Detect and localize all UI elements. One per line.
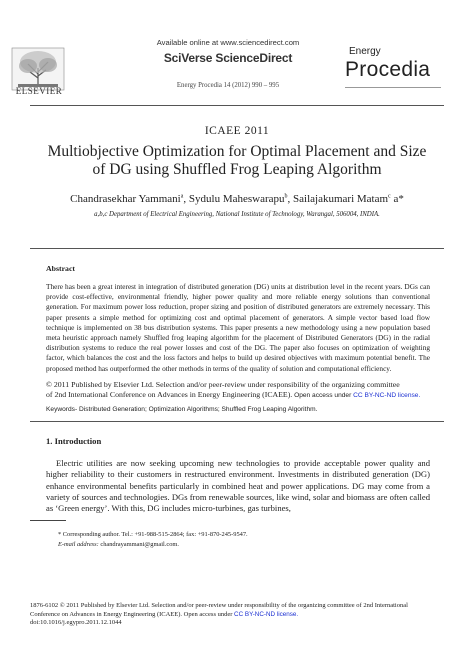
copyright-notice: [46, 380, 436, 401]
email-line: [58, 541, 179, 548]
bottom-notice: [30, 602, 448, 628]
footnote-rule: [30, 520, 66, 521]
header-rule: [30, 105, 444, 106]
doi: doi:10.1016/j.egypro.2011.12.1044: [30, 619, 122, 626]
author-3-sup: c: [388, 193, 391, 200]
abstract-top-rule: [30, 248, 444, 249]
title-line-1: Multiobjective Optimization for Optimal Placement and Size: [47, 143, 427, 160]
bottom-license-link[interactable]: CC BY-NC-ND license.: [234, 610, 299, 618]
bottom-line-1: 1876-6102 © 2011 Published by Elsevier Ltd. Selection and/or peer-review under responsibility of the organizing committee of 2nd International: [30, 602, 408, 609]
email-address: chandrayammani@gmail.com.: [98, 541, 180, 548]
affiliation: a,b,c Department of Electrical Engineering, National Institute of Technology, Warangal, 506004, INDIA.: [94, 211, 380, 218]
abstract-heading: Abstract: [46, 264, 76, 273]
journal-citation: Energy Procedia 14 (2012) 990 – 995: [176, 82, 280, 89]
copyright-line-2: of 2nd International Conference on Advances in Energy Engineering (ICAEE).: [46, 390, 293, 399]
paper-title: [40, 143, 434, 179]
abstract-text: There has been a great interest in integration of distributed generation (DG) units at distribution level in the recent years. DGs can provide cost-effective, environmental friendly, higher power quality and more reliable energy solutions than conventional generation. For maximum power loss reduction, proper sizing and position of distributed generators are extremely necessary. This paper presents a simple method for optimizing cost and optimal placement of generators. A simple vector based load flow technique is implemented on 38 bus distribution systems. This paper presents a new methodology using a new population based meta heuristic approach namely Shuffled frog leaping algorithm for the placement of Distributed Generators (DG) in the radial distribution systems to reduce the real power losses and cost of the DG. The paper also focuses on optimization of weighting factor, which balances the cost and the loss factors and helps to build up desired objectives with maximum potential benefit. The proposed method has outperformed the other methods in terms of the quality of solution and computational efficiency.: [46, 282, 430, 373]
author-2: , Sydulu Maheswarapu: [183, 193, 285, 205]
author-1-sup: a: [180, 193, 184, 200]
bottom-line-2: Conference on Advances in Energy Engineering (ICAEE). Open access under: [30, 610, 235, 618]
keywords: Keywords- Distributed Generation; Optimization Algorithms; Shuffled Frog Leaping Algorithm.: [46, 406, 318, 413]
author-list: [0, 193, 474, 205]
platform-name: SciVerse ScienceDirect: [163, 51, 293, 65]
author-2-sup: b: [284, 193, 288, 200]
journal-large-title: Procedia: [345, 58, 431, 81]
abstract-bottom-rule: [30, 421, 444, 422]
author-3-tail: a*: [390, 193, 404, 205]
open-access-text: Open access under: [292, 392, 354, 399]
available-online: Available online at www.sciencedirect.com: [156, 38, 300, 47]
corresponding-author: * Corresponding author. Tel.: +91-988-515-2864; fax: +91-870-245-9547.: [58, 531, 248, 538]
conference-name: ICAEE 2011: [204, 125, 270, 137]
title-line-2: of DG using Shuffled Frog Leaping Algorithm: [92, 161, 382, 178]
publisher-name: ELSEVIER: [15, 86, 63, 96]
journal-underline: [345, 87, 441, 88]
author-3: , Sailajakumari Matam: [287, 193, 389, 205]
author-1: Chandrasekhar Yammani: [70, 193, 181, 205]
copyright-line-1: © 2011 Published by Elsevier Ltd. Selection and/or peer-review under responsibility of the organizing committee: [46, 380, 400, 389]
email-label: E-mail address:: [58, 541, 99, 548]
introduction-heading: 1. Introduction: [46, 436, 102, 446]
license-link[interactable]: CC BY-NC-ND license.: [353, 392, 421, 399]
introduction-text: Electric utilities are now seeking upcoming new technologies to provide acceptable power quality and higher reliability to their customers in restructured environment. Investments in distributed generation (DG) enhance environmental benefits particularly in combined heat and power applications. DG may come from a variety of sources and technologies. DGs from renewable sources, like wind, solar and biomass are often called as ‘Green energy’. With this, DG includes micro-turbines, gas turbines,: [46, 458, 430, 514]
journal-small-title: Energy: [349, 46, 381, 57]
